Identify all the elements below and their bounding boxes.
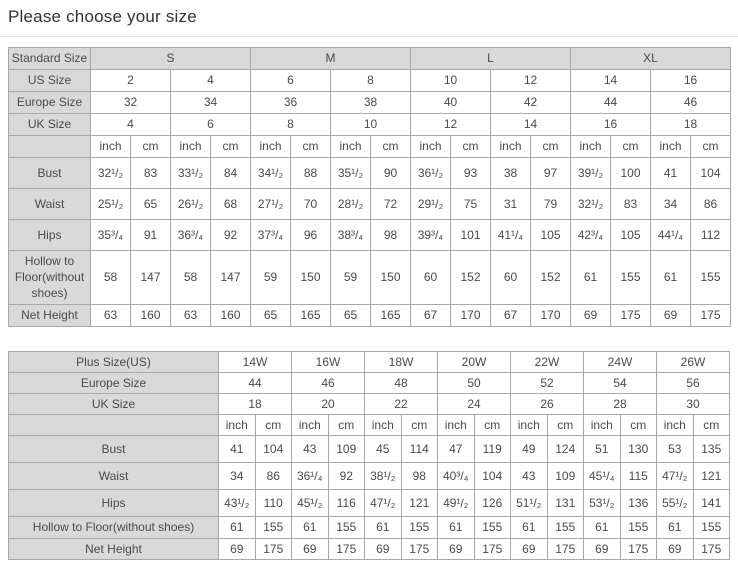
table-cell: 115 — [620, 463, 657, 490]
table-cell: 96 — [291, 220, 331, 251]
table-cell: 175 — [611, 304, 651, 326]
table-cell: 40³/₄ — [438, 463, 475, 490]
table-cell: inch — [365, 415, 402, 436]
table-cell: cm — [691, 136, 731, 158]
table-cell: 34 — [219, 463, 256, 490]
row-label: Waist — [9, 189, 91, 220]
table-cell: 175 — [401, 538, 438, 559]
hollow-to-floor-row — [9, 517, 730, 538]
bust-row — [9, 436, 730, 463]
row-label: Hollow to Floor(without shoes) — [9, 517, 219, 538]
row-label: Plus Size(US) — [9, 351, 219, 372]
table-cell: 160 — [131, 304, 171, 326]
hips-row — [9, 490, 730, 517]
table-cell: 175 — [620, 538, 657, 559]
table-cell: 18 — [219, 393, 292, 414]
table-cell: 165 — [371, 304, 411, 326]
table-cell: 70 — [291, 189, 331, 220]
table-cell: 112 — [691, 220, 731, 251]
net-height-row — [9, 304, 731, 326]
table-cell: 14W — [219, 351, 292, 372]
table-cell: 130 — [620, 436, 657, 463]
table-cell: 155 — [328, 517, 365, 538]
table-cell: 43¹/₂ — [219, 490, 256, 517]
table-cell: 90 — [371, 158, 411, 189]
page-title: Please choose your size — [8, 7, 197, 26]
table-cell: 170 — [451, 304, 491, 326]
table-cell: 170 — [531, 304, 571, 326]
table-cell: 2 — [91, 70, 171, 92]
table-cell: 101 — [451, 220, 491, 251]
table-cell: 104 — [255, 436, 292, 463]
table-cell: 6 — [171, 114, 251, 136]
table-cell: 6 — [251, 70, 331, 92]
hollow-to-floor-row — [9, 251, 731, 305]
table-cell: 18W — [365, 351, 438, 372]
table-cell: 175 — [547, 538, 584, 559]
table-cell: M — [251, 48, 411, 70]
table-cell: 32¹/₂ — [91, 158, 131, 189]
table-cell: 121 — [401, 490, 438, 517]
table-cell: 12 — [411, 114, 491, 136]
table-cell: 41¹/₄ — [491, 220, 531, 251]
table-cell: 4 — [91, 114, 171, 136]
row-label: UK Size — [9, 393, 219, 414]
table-cell: 93 — [451, 158, 491, 189]
table-cell: 38³/₄ — [331, 220, 371, 251]
table-cell: 60 — [491, 251, 531, 305]
table-cell: cm — [474, 415, 511, 436]
table-cell: 150 — [291, 251, 331, 305]
table-cell: cm — [131, 136, 171, 158]
table-cell: 86 — [691, 189, 731, 220]
table-cell: 88 — [291, 158, 331, 189]
waist-row — [9, 463, 730, 490]
table-cell: 69 — [219, 538, 256, 559]
table-cell: 79 — [531, 189, 571, 220]
plus-size-table — [8, 351, 730, 560]
table-cell: 44 — [219, 372, 292, 393]
table-cell: 150 — [371, 251, 411, 305]
standard-size-row — [9, 48, 731, 70]
table-cell: cm — [693, 415, 730, 436]
table-cell: 34¹/₂ — [251, 158, 291, 189]
table-cell: cm — [451, 136, 491, 158]
table-cell: 42 — [491, 92, 571, 114]
row-label: Hips — [9, 220, 91, 251]
title-divider — [0, 36, 738, 37]
table-cell: 38 — [331, 92, 411, 114]
row-label: Europe Size — [9, 92, 91, 114]
table-cell: 92 — [328, 463, 365, 490]
table-cell: 152 — [531, 251, 571, 305]
table-cell: 46 — [651, 92, 731, 114]
table-cell: 26¹/₂ — [171, 189, 211, 220]
table-cell: inch — [651, 136, 691, 158]
standard-size-table — [8, 47, 731, 327]
table-cell: 22W — [511, 351, 584, 372]
table-cell: 155 — [693, 517, 730, 538]
table-cell: 24W — [584, 351, 657, 372]
table-cell: 14 — [571, 70, 651, 92]
table-cell: 4 — [171, 70, 251, 92]
table-cell: 28¹/₂ — [331, 189, 371, 220]
table-cell: 8 — [251, 114, 331, 136]
table-cell: 61 — [584, 517, 621, 538]
table-cell: 45 — [365, 436, 402, 463]
table-cell: 50 — [438, 372, 511, 393]
table-cell: inch — [438, 415, 475, 436]
table-cell: 28 — [584, 393, 657, 414]
table-cell: 20W — [438, 351, 511, 372]
table-cell: 100 — [611, 158, 651, 189]
table-cell: inch — [511, 415, 548, 436]
table-cell: 40 — [411, 92, 491, 114]
table-cell: 109 — [328, 436, 365, 463]
table-cell: 175 — [693, 538, 730, 559]
table-cell: 16 — [571, 114, 651, 136]
row-label — [9, 136, 91, 158]
table-cell: 47¹/₂ — [657, 463, 694, 490]
table-cell: 39³/₄ — [411, 220, 451, 251]
table-cell: 16W — [292, 351, 365, 372]
table-cell: cm — [291, 136, 331, 158]
table-cell: 121 — [693, 463, 730, 490]
table-cell: 69 — [438, 538, 475, 559]
table-cell: 91 — [131, 220, 171, 251]
table-cell: 43 — [511, 463, 548, 490]
table-cell: 35¹/₂ — [331, 158, 371, 189]
table-cell: 55¹/₂ — [657, 490, 694, 517]
table-cell: 155 — [401, 517, 438, 538]
table-cell: 152 — [451, 251, 491, 305]
row-label: Net Height — [9, 304, 91, 326]
table-cell: 69 — [511, 538, 548, 559]
table-cell: 61 — [365, 517, 402, 538]
table-cell: 26W — [657, 351, 730, 372]
plus-size-row — [9, 351, 730, 372]
table-cell: 65 — [251, 304, 291, 326]
table-cell: 45¹/₄ — [584, 463, 621, 490]
table-cell: 18 — [651, 114, 731, 136]
table-cell: 83 — [131, 158, 171, 189]
table-cell: 63 — [171, 304, 211, 326]
table-cell: 61 — [657, 517, 694, 538]
table-cell: 69 — [657, 538, 694, 559]
table-cell: 75 — [451, 189, 491, 220]
table-cell: 41 — [219, 436, 256, 463]
table-cell: 51 — [584, 436, 621, 463]
table-cell: 65 — [131, 189, 171, 220]
table-cell: 61 — [219, 517, 256, 538]
table-cell: 36¹/₄ — [292, 463, 329, 490]
uk-size-row — [9, 114, 731, 136]
europe-size-row — [9, 372, 730, 393]
table-cell: 114 — [401, 436, 438, 463]
uk-size-row — [9, 393, 730, 414]
table-cell: L — [411, 48, 571, 70]
table-cell: 61 — [511, 517, 548, 538]
table-cell: 41 — [651, 158, 691, 189]
table-cell: cm — [371, 136, 411, 158]
table-cell: 83 — [611, 189, 651, 220]
table-cell: 59 — [331, 251, 371, 305]
table-cell: 16 — [651, 70, 731, 92]
table-cell: 67 — [411, 304, 451, 326]
table-cell: 36¹/₂ — [411, 158, 451, 189]
net-height-row — [9, 538, 730, 559]
table-cell: 54 — [584, 372, 657, 393]
table-cell: 69 — [651, 304, 691, 326]
table-cell: 104 — [691, 158, 731, 189]
table-cell: 25¹/₂ — [91, 189, 131, 220]
table-cell: 84 — [211, 158, 251, 189]
units-row — [9, 415, 730, 436]
table-cell: 56 — [657, 372, 730, 393]
table-cell: 22 — [365, 393, 438, 414]
table-cell: 116 — [328, 490, 365, 517]
table-cell: S — [91, 48, 251, 70]
table-cell: 59 — [251, 251, 291, 305]
table-cell: 110 — [255, 490, 292, 517]
table-cell: 105 — [611, 220, 651, 251]
table-cell: 46 — [292, 372, 365, 393]
table-cell: 126 — [474, 490, 511, 517]
table-cell: 34 — [171, 92, 251, 114]
table-cell: 69 — [365, 538, 402, 559]
table-cell: 36³/₄ — [171, 220, 211, 251]
table-cell: 34 — [651, 189, 691, 220]
table-cell: 119 — [474, 436, 511, 463]
table-cell: 175 — [474, 538, 511, 559]
table-cell: 147 — [131, 251, 171, 305]
table-cell: inch — [584, 415, 621, 436]
table-cell: 155 — [547, 517, 584, 538]
table-cell: 69 — [292, 538, 329, 559]
table-cell: 36 — [251, 92, 331, 114]
row-label: Net Height — [9, 538, 219, 559]
table-cell: 35³/₄ — [91, 220, 131, 251]
table-cell: 53 — [657, 436, 694, 463]
table-cell: 155 — [691, 251, 731, 305]
row-label: Europe Size — [9, 372, 219, 393]
table-cell: 47¹/₂ — [365, 490, 402, 517]
table-cell: 175 — [255, 538, 292, 559]
table-cell: 32 — [91, 92, 171, 114]
table-cell: 58 — [91, 251, 131, 305]
table-cell: 49¹/₂ — [438, 490, 475, 517]
table-cell: 43 — [292, 436, 329, 463]
table-cell: 165 — [291, 304, 331, 326]
table-cell: 30 — [657, 393, 730, 414]
table-cell: 135 — [693, 436, 730, 463]
table-cell: 69 — [584, 538, 621, 559]
table-cell: inch — [411, 136, 451, 158]
table-cell: 68 — [211, 189, 251, 220]
table-cell: inch — [331, 136, 371, 158]
table-cell: 14 — [491, 114, 571, 136]
table-cell: 65 — [331, 304, 371, 326]
europe-size-row — [9, 92, 731, 114]
table-cell: inch — [571, 136, 611, 158]
table-cell: cm — [531, 136, 571, 158]
table-cell: XL — [571, 48, 731, 70]
us-size-row — [9, 70, 731, 92]
table-cell: inch — [171, 136, 211, 158]
table-cell: 98 — [371, 220, 411, 251]
table-cell: 39¹/₂ — [571, 158, 611, 189]
row-label: Waist — [9, 463, 219, 490]
row-label: US Size — [9, 70, 91, 92]
table-cell: 38 — [491, 158, 531, 189]
table-cell: cm — [611, 136, 651, 158]
table-cell: 155 — [474, 517, 511, 538]
table-cell: 155 — [620, 517, 657, 538]
table-cell: 147 — [211, 251, 251, 305]
table-cell: 72 — [371, 189, 411, 220]
row-label: Hollow to Floor(without shoes) — [9, 251, 91, 305]
table-cell: 10 — [411, 70, 491, 92]
hips-row — [9, 220, 731, 251]
bust-row — [9, 158, 731, 189]
table-cell: cm — [620, 415, 657, 436]
table-cell: cm — [328, 415, 365, 436]
table-cell: 63 — [91, 304, 131, 326]
table-cell: 38¹/₂ — [365, 463, 402, 490]
table-cell: 141 — [693, 490, 730, 517]
table-cell: 131 — [547, 490, 584, 517]
row-label: UK Size — [9, 114, 91, 136]
table-cell: 61 — [571, 251, 611, 305]
row-label: Bust — [9, 158, 91, 189]
table-cell: 12 — [491, 70, 571, 92]
table-cell: cm — [255, 415, 292, 436]
table-cell: 26 — [511, 393, 584, 414]
table-cell: 109 — [547, 463, 584, 490]
table-cell: 175 — [691, 304, 731, 326]
table-cell: 58 — [171, 251, 211, 305]
table-cell: 53¹/₂ — [584, 490, 621, 517]
table-cell: 60 — [411, 251, 451, 305]
table-cell: inch — [657, 415, 694, 436]
waist-row — [9, 189, 731, 220]
table-cell: inch — [491, 136, 531, 158]
row-label — [9, 415, 219, 436]
table-cell: 155 — [255, 517, 292, 538]
table-cell: 124 — [547, 436, 584, 463]
table-cell: 98 — [401, 463, 438, 490]
table-cell: 61 — [292, 517, 329, 538]
table-cell: 61 — [438, 517, 475, 538]
table-cell: 20 — [292, 393, 365, 414]
table-cell: 155 — [611, 251, 651, 305]
table-cell: 97 — [531, 158, 571, 189]
table-cell: 104 — [474, 463, 511, 490]
table-cell: inch — [219, 415, 256, 436]
table-cell: 86 — [255, 463, 292, 490]
table-cell: 48 — [365, 372, 438, 393]
table-cell: 160 — [211, 304, 251, 326]
table-cell: 44 — [571, 92, 651, 114]
table-cell: 37³/₄ — [251, 220, 291, 251]
table-cell: 105 — [531, 220, 571, 251]
table-cell: 92 — [211, 220, 251, 251]
table-cell: 24 — [438, 393, 511, 414]
table-cell: cm — [547, 415, 584, 436]
table-cell: 67 — [491, 304, 531, 326]
table-cell: 10 — [331, 114, 411, 136]
row-label: Hips — [9, 490, 219, 517]
table-cell: 42³/₄ — [571, 220, 611, 251]
table-cell: cm — [211, 136, 251, 158]
table-cell: 32¹/₂ — [571, 189, 611, 220]
table-cell: inch — [91, 136, 131, 158]
table-cell: 69 — [571, 304, 611, 326]
table-cell: 136 — [620, 490, 657, 517]
table-cell: inch — [292, 415, 329, 436]
table-cell: 47 — [438, 436, 475, 463]
table-cell: 33¹/₂ — [171, 158, 211, 189]
table-cell: 45¹/₂ — [292, 490, 329, 517]
row-label: Bust — [9, 436, 219, 463]
table-cell: 52 — [511, 372, 584, 393]
table-cell: 175 — [328, 538, 365, 559]
table-cell: 31 — [491, 189, 531, 220]
table-cell: 44¹/₄ — [651, 220, 691, 251]
units-row — [9, 136, 731, 158]
table-cell: 61 — [651, 251, 691, 305]
table-cell: 8 — [331, 70, 411, 92]
table-cell: 49 — [511, 436, 548, 463]
row-label: Standard Size — [9, 48, 91, 70]
table-cell: cm — [401, 415, 438, 436]
table-cell: 27¹/₂ — [251, 189, 291, 220]
table-cell: 29¹/₂ — [411, 189, 451, 220]
table-cell: inch — [251, 136, 291, 158]
table-cell: 51¹/₂ — [511, 490, 548, 517]
